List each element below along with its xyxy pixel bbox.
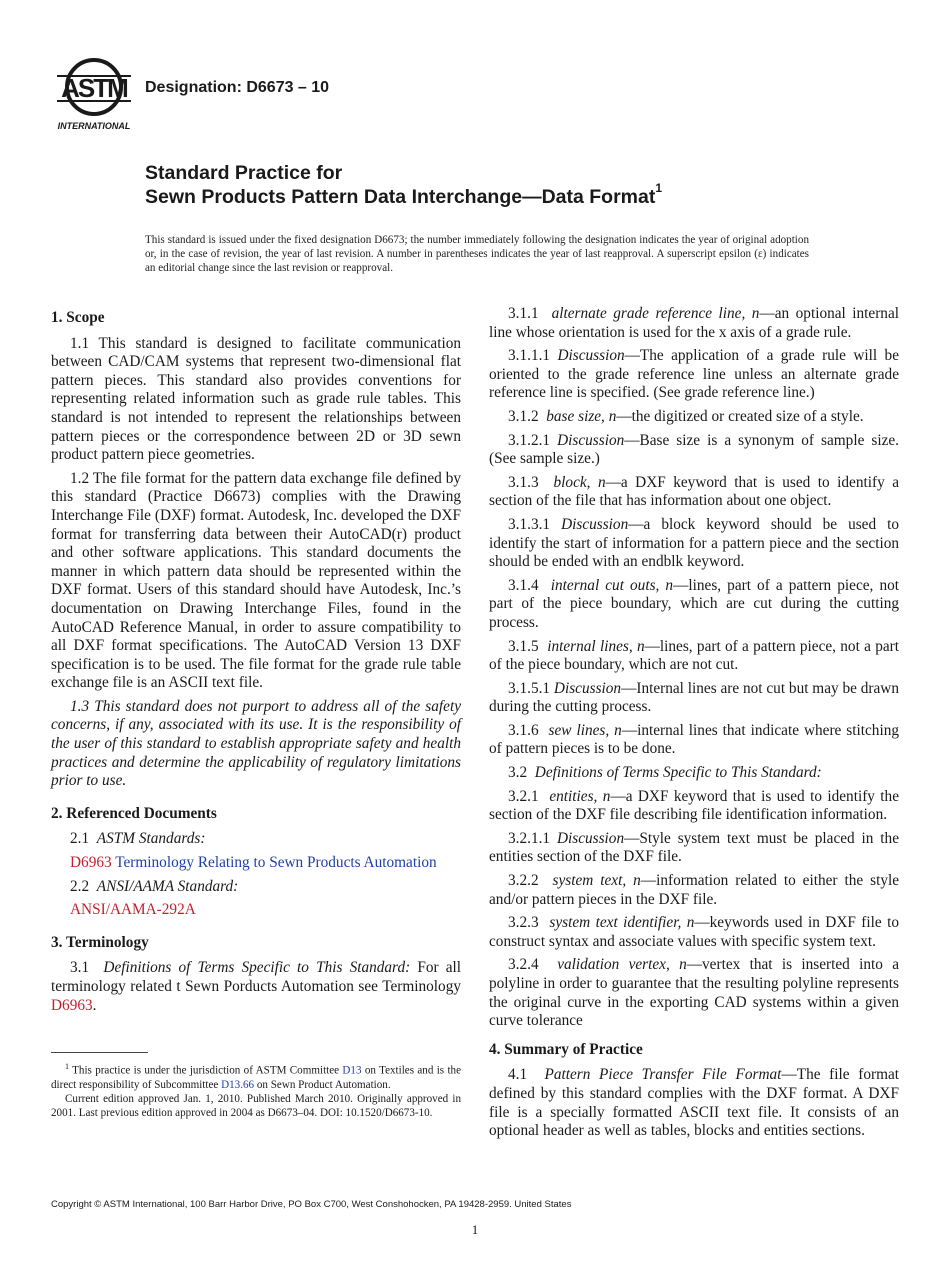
para-1-3: 1.3 This standard does not purport to address all of the safety concerns, if any, associated with its use. It is the responsibility of the user of this standard to establish appropriate safety and health practices and determine the applicability of regulatory limitations prior to use.	[51, 697, 461, 790]
link-d13-66[interactable]: D13.66	[221, 1078, 255, 1091]
def-3-1-1: 3.1.1 alternate grade reference line, n—an optional internal line whose orientation is used for the x axis of a grade rule.	[489, 305, 899, 341]
footnote-1: $^1$ This practice is under the jurisdiction of ASTM Committee D13 on Textiles and is the direct responsibility of Subcommittee D13.66 on Sewn Product Automation.	[51, 1062, 461, 1091]
left-column	[51, 305, 461, 1020]
footnote-approval: Current edition approved Jan. 1, 2010. Published March 2010. Originally approved in 2001. Last previous edition approved in 2004 as D6673–04. DOI: 10.1520/D6673-10.	[51, 1092, 461, 1119]
link-d13[interactable]: D13	[342, 1064, 362, 1077]
page-number: 1	[471, 1222, 479, 1237]
def-3-1-5-1: 3.1.5.1 Discussion—Internal lines are not cut but may be drawn during the cutting process.	[489, 679, 899, 716]
def-3-2-4: 3.2.4 validation vertex, n—vertex that is inserted into a polyline in order to guarantee that the resulting polyline represents the original curve in the exporting CAD systems within a given curve tolerance	[489, 956, 899, 1030]
def-3-1-1-1: 3.1.1.1 Discussion—The application of a grade rule will be oriented to the grade reference line unless an alternate grade reference line is specified. (See grade reference line.)	[489, 347, 899, 402]
def-3-1-6: 3.1.6 sew lines, n—internal lines that indicate where stitching of pattern pieces is to be done.	[489, 721, 899, 758]
link-d6963[interactable]: D6963	[51, 996, 93, 1014]
para-2-2: 2.2 ANSI/AAMA Standard:	[70, 877, 239, 895]
issuance-notice: This standard is issued under the fixed designation D6673; the number immediately following the designation indicates the year of original adoption or, in the case of revision, the year of last revision. A number in parentheses indicates the year of last reapproval. A superscript epsilon (ε) indicates an editorial change since the last revision or reapproval.	[145, 234, 809, 274]
def-3-2-1: 3.2.1 entities, n—a DXF keyword that is used to identify the section of the DXF file describing file identification information.	[489, 787, 900, 824]
ref-ansi-aama[interactable]: ANSI/AAMA-292A	[70, 901, 196, 919]
ref-d6963-code[interactable]: D6963	[70, 854, 112, 872]
section-heading-scope: 1. Scope	[51, 309, 105, 326]
def-3-1-5: 3.1.5 internal lines, n—lines, part of a pattern piece, not a part of the piece boundary, which are not cut.	[489, 637, 899, 674]
title-line2: Sewn Products Pattern Data Interchange—Data Format	[145, 186, 656, 208]
para-3-1: 3.1 Definitions of Terms Specific to This Standard: For all terminology related t Sewn Porducts Automation see Terminology D6963.	[51, 959, 461, 1014]
def-3-1-4: 3.1.4 internal cut outs, n—lines, part of a pattern piece, not part of the piece boundary, which are cut during the cutting process.	[489, 576, 899, 631]
def-3-2-2: 3.2.2 system text, n—information related to either the style and/or pattern pieces in the DXF file.	[489, 872, 900, 908]
def-3-2: 3.2 Definitions of Terms Specific to This Standard:	[508, 764, 822, 782]
svg-text:ASTM: ASTM	[61, 73, 127, 103]
title-line1: Standard Practice for	[145, 162, 343, 184]
ref-d6963[interactable]	[51, 854, 461, 873]
footnote-divider	[51, 1052, 148, 1053]
def-3-1-2-1: 3.1.2.1 Discussion—Base size is a synonym of sample size. (See sample size.)	[489, 431, 899, 468]
title-footnote-mark[interactable]: 1	[655, 181, 663, 195]
svg-text:INTERNATIONAL: INTERNATIONAL	[57, 121, 131, 131]
right-column	[489, 305, 899, 1146]
copyright: Copyright © ASTM International, 100 Barr Harbor Drive, PO Box C700, West Conshohocken, PA 19428-2959. United States	[51, 1199, 572, 1210]
section-heading-terminology: 3. Terminology	[51, 933, 149, 951]
para-1-1: 1.1 This standard is designed to facilitate communication between CAD/CAM systems that represent two-dimensional flat pattern pieces. This standard also provides conventions for representing related information such as grade rule tables. This standard is not intended to represent the relationships between pattern pieces or the correspondence between 2D or 3D sewn product pattern piece geometries.	[51, 334, 461, 464]
def-3-1-3-1: 3.1.3.1 Discussion—a block keyword should be used to identify the start of information for a pattern piece and the section should be ended with an endblk keyword.	[489, 515, 900, 571]
astm-logo	[52, 55, 136, 133]
para-1-2: 1.2 The file format for the pattern data exchange file defined by this standard (Practice D6673) complies with the Drawing Interchange File (DXF) format. Autodesk, Inc. developed the DXF format for transferring data between their AutoCAD(r) product and other software applications. This standard documents the manner in which pattern data should be represented within the DXF format. Users of this standard should have Autodesk, Inc.’s documentation on Drawing Interchange Files, found in the AutoCAD Reference Manual, in order to assure compatibility to all DXF format specifications. The AutoCAD Version 13 DXF specification is to be used. The file format for the grade rule table exchange file is an ASCII text file.	[51, 469, 461, 692]
para-2-1: 2.1 ASTM Standards:	[70, 830, 206, 848]
ref-d6963-title[interactable]: Terminology Relating to Sewn Products Automation	[115, 854, 437, 872]
designation: Designation: D6673 – 10	[145, 79, 330, 96]
section-heading-referenced-documents: 2. Referenced Documents	[51, 804, 217, 822]
para-4-1: 4.1 Pattern Piece Transfer File Format—The file format defined by this standard complies with the DXF format. A DXF file is a specially formatted ASCII text file. It consists of an optional header as well as tables, blocks and entities sections.	[489, 1066, 900, 1140]
section-heading-summary: 4. Summary of Practice	[489, 1040, 643, 1058]
def-3-2-3: 3.2.3 system text identifier, n—keywords used in DXF file to construct syntax and associate values with specific system text.	[489, 914, 899, 950]
def-3-1-2: 3.1.2 base size, n—the digitized or created size of a style.	[508, 407, 864, 425]
page-title	[145, 161, 905, 209]
footnote	[51, 1060, 461, 1120]
def-3-1-3: 3.1.3 block, n—a DXF keyword that is used to identify a section of the file that has information about one object.	[489, 473, 899, 510]
def-3-2-1-1: 3.2.1.1 Discussion—Style system text must be placed in the entities section of the DXF file.	[489, 829, 899, 866]
